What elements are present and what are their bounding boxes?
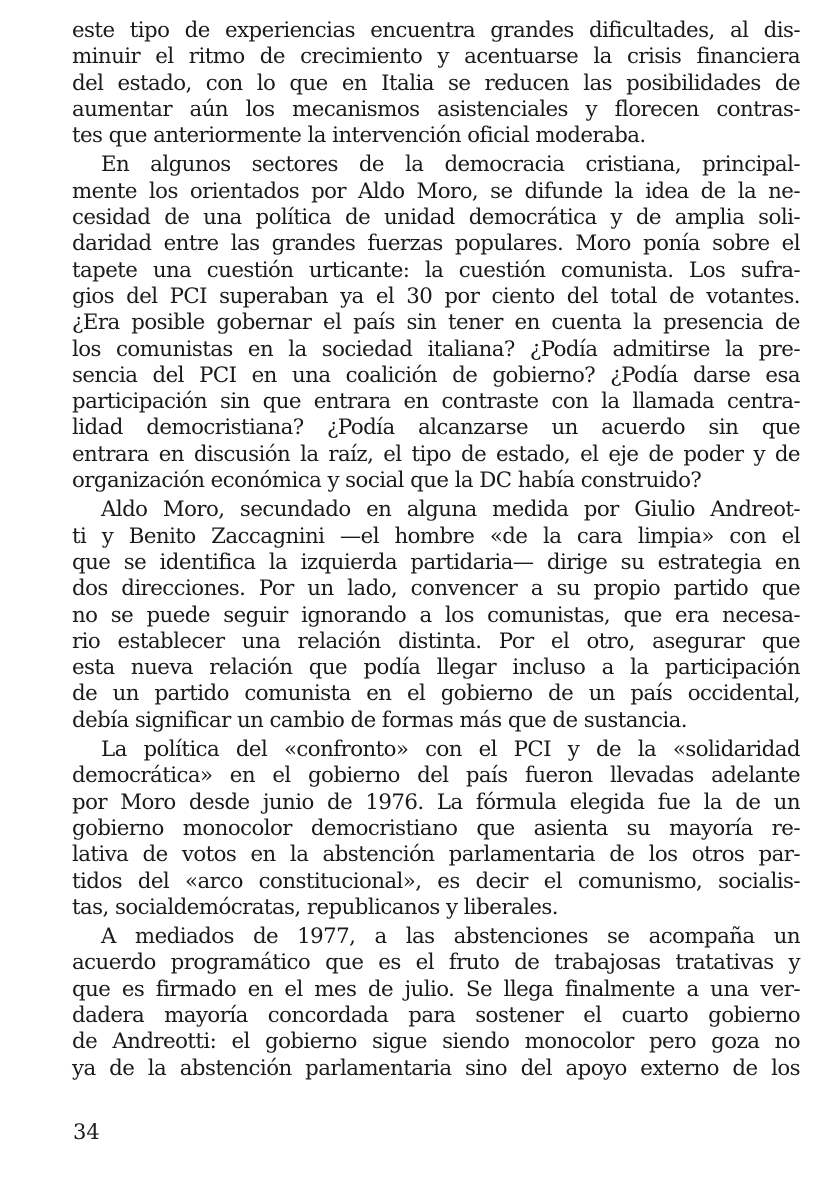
text-line: sencia del PCI en una coalición de gobierno? ¿Podía darse esa (72, 362, 800, 388)
text-line: rio establecer una relación distinta. Por el otro, asegurar que (72, 628, 800, 654)
paragraph (72, 924, 800, 1082)
text-line: ti y Benito Zaccagnini —el hombre «de la cara limpia» con el (72, 523, 800, 549)
text-line: En algunos sectores de la democracia cristiana, principal- (101, 152, 800, 178)
page-body (72, 18, 800, 1082)
text-line: gios del PCI superaban ya el 30 por ciento del total de votantes. (72, 283, 800, 309)
text-line: acuerdo programático que es el fruto de trabajosas tratativas y (72, 950, 800, 976)
page-number: 34 (73, 1120, 100, 1144)
text-line: los comunistas en la sociedad italiana? ¿Podía admitirse la pre- (72, 336, 800, 362)
text-line: La política del «confronto» con el PCI y de la «solidaridad (101, 737, 800, 763)
text-line: por Moro desde junio de 1976. La fórmula elegida fue la de un (72, 789, 800, 815)
text-line: minuir el ritmo de crecimiento y acentuarse la crisis financiera (72, 44, 800, 70)
text-line: de Andreotti: el gobierno sigue siendo monocolor pero goza no (72, 1029, 800, 1055)
text-line: tas, socialdemócratas, republicanos y liberales. (72, 894, 559, 920)
text-line: participación sin que entrara en contraste con la llamada centra- (72, 389, 800, 415)
text-line: mente los orientados por Aldo Moro, se difunde la idea de la ne- (72, 178, 800, 204)
text-line: este tipo de experiencias encuentra grandes dificultades, al dis- (72, 18, 800, 43)
paragraph (72, 152, 800, 494)
text-line: no se puede seguir ignorando a los comunistas, que era necesa- (72, 602, 800, 628)
text-line: aumentar aún los mecanismos asistenciales y florecen contras- (72, 96, 800, 122)
text-line: Aldo Moro, secundado en alguna medida por Giulio Andreot- (101, 497, 800, 523)
paragraph (72, 18, 800, 149)
text-line: tapete una cuestión urticante: la cuestión comunista. Los sufra- (72, 257, 800, 283)
text-line: dos direcciones. Por un lado, convencer a su propio partido que (72, 576, 800, 602)
text-line: cesidad de una política de unidad democrática y de amplia soli- (72, 205, 800, 231)
text-line: de un partido comunista en el gobierno de un país occidental, (72, 681, 800, 707)
text-line: ¿Era posible gobernar el país sin tener en cuenta la presencia de (72, 310, 800, 336)
text-line: entrara en discusión la raíz, el tipo de estado, el eje de poder y de (72, 441, 800, 467)
text-line: tes que anteriormente la intervención oficial moderaba. (72, 123, 646, 149)
text-line: lidad democristiana? ¿Podía alcanzarse un acuerdo sin que (72, 415, 800, 441)
text-line: del estado, con lo que en Italia se reducen las posibilidades de (72, 70, 800, 96)
paragraph (72, 737, 800, 921)
text-line: A mediados de 1977, a las abstenciones se acompaña un (101, 924, 800, 950)
text-line: que se identifica la izquierda partidaria— dirige su estrategia en (72, 549, 800, 575)
text-line: dadera mayoría concordada para sostener el cuarto gobierno (72, 1002, 800, 1028)
text-line: democrática» en el gobierno del país fueron llevadas adelante (72, 763, 800, 789)
text-line: organización económica y social que la DC había construido? (72, 468, 702, 494)
text-line: ya de la abstención parlamentaria sino del apoyo externo de los (72, 1055, 800, 1081)
text-line: que es firmado en el mes de julio. Se llega finalmente a una ver- (72, 976, 800, 1002)
text-line: lativa de votos en la abstención parlamentaria de los otros par- (72, 842, 800, 868)
text-line: daridad entre las grandes fuerzas populares. Moro ponía sobre el (72, 231, 800, 257)
text-line: esta nueva relación que podía llegar incluso a la participación (72, 655, 800, 681)
text-line: debía significar un cambio de formas más que de sustancia. (72, 707, 688, 733)
paragraph (72, 497, 800, 734)
text-line: tidos del «arco constitucional», es decir el comunismo, socialis- (72, 868, 800, 894)
text-line: gobierno monocolor democristiano que asienta su mayoría re- (72, 815, 800, 841)
